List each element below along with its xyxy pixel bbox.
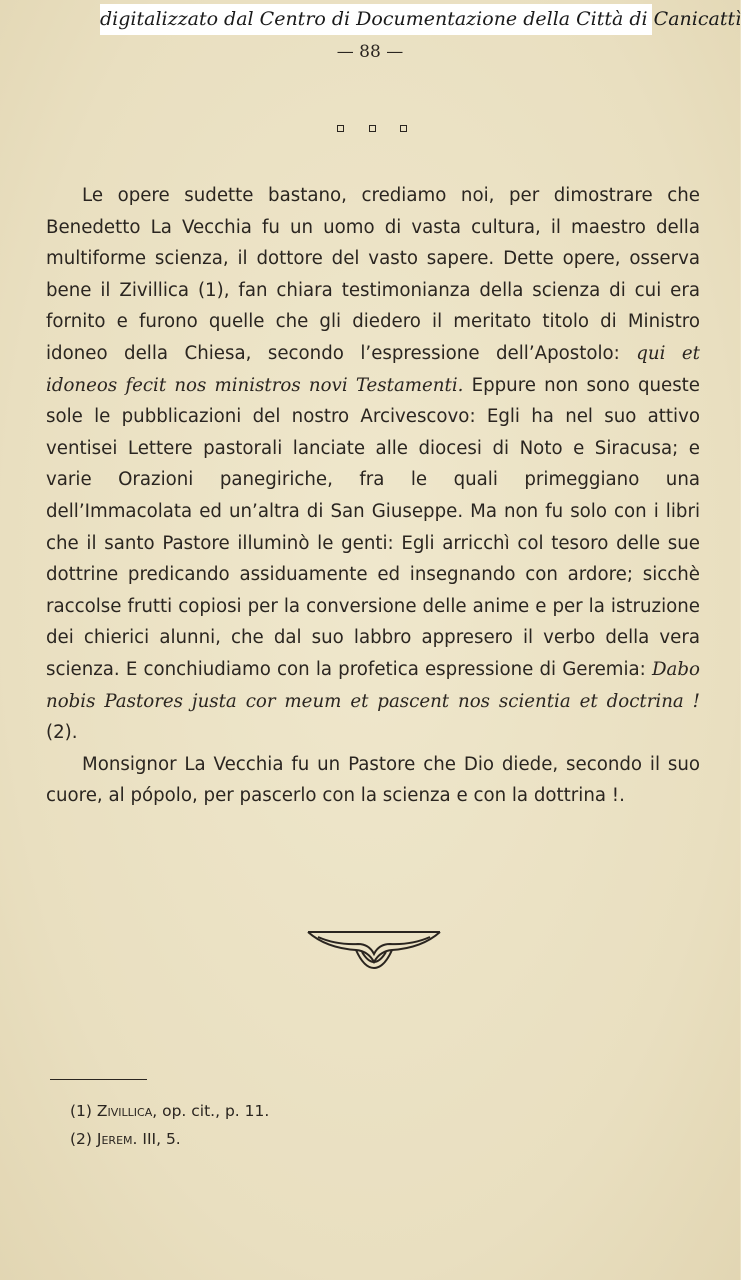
square-icon <box>369 125 376 132</box>
body-text <box>46 180 700 812</box>
latin-quote-jeremiah: Dabo nobis Pastores justa cor meum et pascent nos scientia et doctrina ! <box>46 658 700 712</box>
paragraph-2: Monsignor La Vecchia fu un Pastore che Dio diede, secondo il suo cuore, al pópolo, per pascerlo con la scienza e con la dottrina !. <box>46 753 700 807</box>
footnote-2 <box>70 1125 670 1153</box>
square-icon <box>337 125 344 132</box>
footnote-author: Jerem. <box>96 1130 138 1148</box>
paragraph-1-part-c: (2). <box>46 722 78 744</box>
footnote-reference: , op. cit., p. 11. <box>152 1102 270 1120</box>
paragraph-1-part-a: Le opere sudette bastano, crediamo noi, per dimostrare che Benedetto La Vecchia fu un uomo di vasta cultura, il maestro della multiforme scienza, il dottore del vasto sapere. Dette opere, osserva bene il Zivillica (1), fan chiara testimonianza della scienza di cui era fornito e furono quelle che gli diedero il meritato titolo di Ministro idoneo della Chiesa, secondo l’espressione dell’Apostolo: <box>46 185 700 364</box>
square-icon <box>400 125 407 132</box>
footnote-mark: (1) <box>70 1102 92 1120</box>
footnote-reference: III, 5. <box>137 1130 181 1148</box>
page-number: — 88 — <box>336 42 404 62</box>
section-separator <box>337 125 407 137</box>
footnotes <box>70 1097 670 1153</box>
vignette-ornament-icon <box>306 928 442 970</box>
footnote-divider <box>50 1079 147 1080</box>
paragraph-1-part-b: Eppure non sono queste sole le pubblicazioni del nostro Arcivescovo: Egli ha nel suo attivo ventisei Lettere pastorali lanciate alle diocesi di Noto e Siracusa; e varie Orazioni panegiriche, fra le quali primeggiano una dell’Immacolata ed un’altra di San Giuseppe. Ma non fu solo con i libri che il santo Pastore illuminò le genti: Egli arricchì col tesoro delle sue dottrine predicando assiduamente ed insegnando con ardore; sicchè raccolse frutti copiosi per la conversione delle anime e per la istruzione dei chierici alunni, che dal suo labbro appresero il verbo della vera scienza. E conchiudiamo con la profetica espressione di Geremia: <box>46 374 700 680</box>
footnote-mark: (2) <box>70 1130 92 1148</box>
footnote-author: Zivillica <box>96 1102 153 1120</box>
watermark-banner: digitalizzato dal Centro di Documentazione della Città di Canicattì <box>100 4 652 35</box>
footnote-1 <box>70 1097 670 1125</box>
paragraph-1 <box>46 180 700 749</box>
latin-quote-apostle: qui et idoneos fecit nos ministros novi Testamenti. <box>46 342 700 396</box>
